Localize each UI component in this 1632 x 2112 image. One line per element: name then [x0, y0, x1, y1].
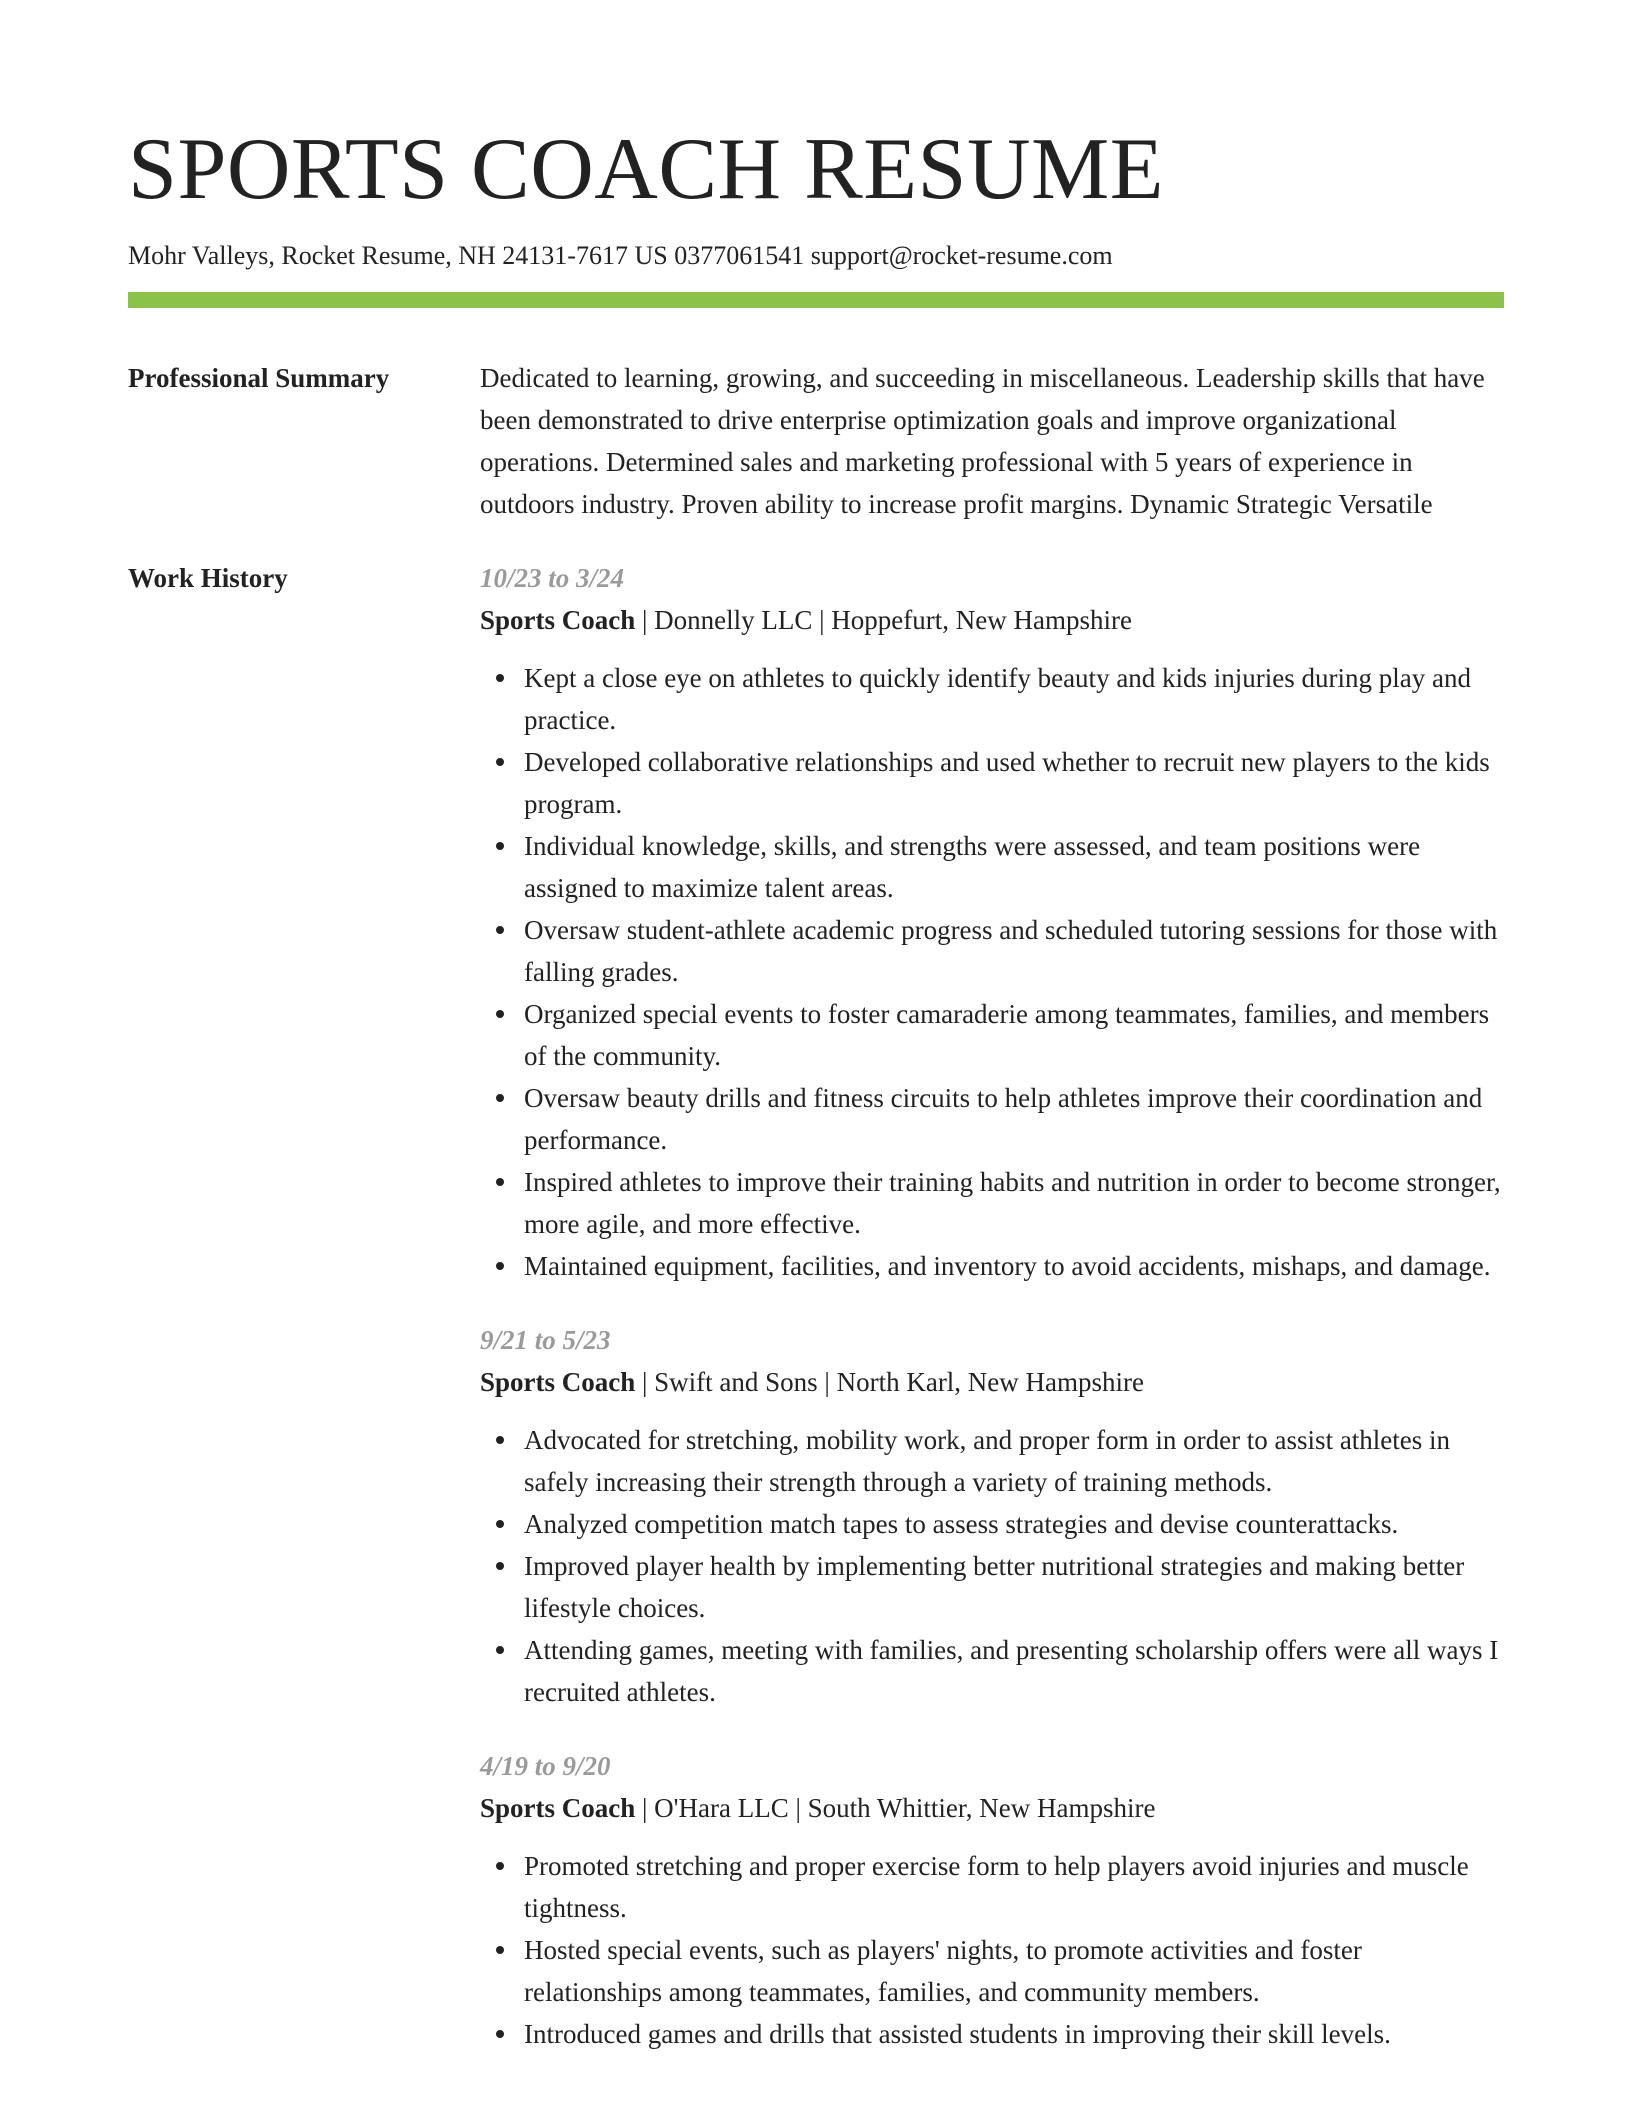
job-bullet: Maintained equipment, facilities, and inventory to avoid accidents, mishaps, and damage. — [524, 1245, 1504, 1287]
job-bullet: Oversaw beauty drills and fitness circuits to help athletes improve their coordination and performance. — [524, 1077, 1504, 1161]
job-bullet: Organized special events to foster camaraderie among teammates, families, and members of the community. — [524, 993, 1504, 1077]
job-entry — [480, 1745, 1504, 2055]
professional-summary-label: Professional Summary — [128, 363, 390, 393]
job-bullet-list — [480, 657, 1504, 1287]
job-bullet: Inspired athletes to improve their training habits and nutrition in order to become stronger, more agile, and more effective. — [524, 1161, 1504, 1245]
work-history-label: Work History — [128, 563, 288, 593]
job-bullet: Analyzed competition match tapes to assess strategies and devise counterattacks. — [524, 1503, 1504, 1545]
professional-summary-section — [128, 357, 1504, 525]
resume-page — [128, 0, 1504, 2087]
job-bullet: Improved player health by implementing better nutritional strategies and making better lifestyle choices. — [524, 1545, 1504, 1629]
job-employer-location: | Swift and Sons | North Karl, New Hampshire — [635, 1367, 1145, 1397]
job-dates: 9/21 to 5/23 — [480, 1325, 611, 1355]
job-bullet: Promoted stretching and proper exercise form to help players avoid injuries and muscle tightness. — [524, 1845, 1504, 1929]
work-history-section — [128, 557, 1504, 2087]
resume-title: SPORTS COACH RESUME — [128, 121, 1165, 218]
job-entry — [480, 1319, 1504, 1713]
job-title-line — [480, 1787, 1504, 1829]
job-bullet: Advocated for stretching, mobility work, and proper form in order to assist athletes in safely increasing their strength through a variety of training methods. — [524, 1419, 1504, 1503]
job-title-line — [480, 599, 1504, 641]
job-bullet: Oversaw student-athlete academic progress and scheduled tutoring sessions for those with falling grades. — [524, 909, 1504, 993]
job-title: Sports Coach — [480, 1793, 636, 1823]
job-bullet: Kept a close eye on athletes to quickly identify beauty and kids injuries during play and practice. — [524, 657, 1504, 741]
job-dates: 4/19 to 9/20 — [480, 1751, 611, 1781]
job-employer-location: | Donnelly LLC | Hoppefurt, New Hampshire — [635, 605, 1132, 635]
job-bullet: Attending games, meeting with families, and presenting scholarship offers were all ways I recruited athletes. — [524, 1629, 1504, 1713]
job-title-line — [480, 1361, 1504, 1403]
job-bullet-list — [480, 1845, 1504, 2055]
job-bullet: Hosted special events, such as players' nights, to promote activities and foster relationships among teammates, families, and community members. — [524, 1929, 1504, 2013]
job-bullet: Introduced games and drills that assisted students in improving their skill levels. — [524, 2013, 1504, 2055]
job-entry — [480, 557, 1504, 1287]
job-employer-location: | O'Hara LLC | South Whittier, New Hampshire — [635, 1793, 1156, 1823]
job-title: Sports Coach — [480, 605, 636, 635]
contact-line: Mohr Valleys, Rocket Resume, NH 24131-7617 US 0377061541 support@rocket-resume.com — [128, 241, 1113, 270]
job-bullet: Developed collaborative relationships and used whether to recruit new players to the kids program. — [524, 741, 1504, 825]
professional-summary-body — [480, 357, 1504, 525]
professional-summary-text: Dedicated to learning, growing, and succeeding in miscellaneous. Leadership skills that have been demonstrated to drive enterprise optimization goals and improve organizational operations. Determined sales and marketing professional with 5 years of experience in outdoors industry. Proven ability to increase profit margins. Dynamic Strategic Versatile — [480, 363, 1485, 519]
job-dates: 10/23 to 3/24 — [480, 563, 625, 593]
job-bullet: Individual knowledge, skills, and strengths were assessed, and team positions were assigned to maximize talent areas. — [524, 825, 1504, 909]
work-history-body — [480, 557, 1504, 2087]
job-bullet-list — [480, 1419, 1504, 1713]
header-divider — [128, 292, 1504, 308]
job-title: Sports Coach — [480, 1367, 636, 1397]
